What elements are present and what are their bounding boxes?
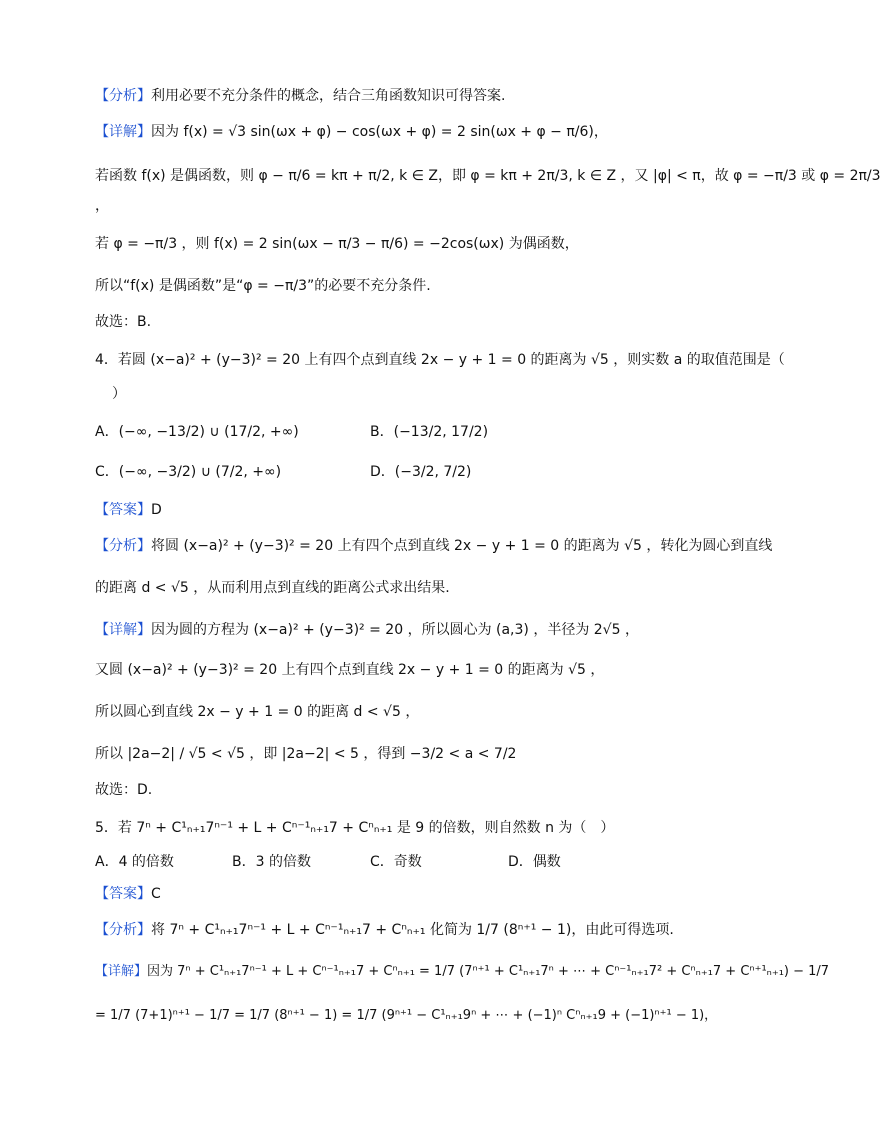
q4-detail-text-3: 所以圆心到直线 2x − y + 1 = 0 的距离 d < √5 ， [95,704,420,720]
q4-detail-line-1 [95,620,639,640]
q5-option-d-text: D．偶数 [508,854,561,870]
q4-detail-line-3 [95,702,419,722]
q5-analysis [95,920,674,940]
q5-answer [95,884,161,904]
q4-option-c-text: C．(−∞, −3/2) ∪ (7/2, +∞) [95,464,282,480]
q5-analysis-text: 将 7ⁿ + C¹ₙ₊₁7ⁿ⁻¹ + L + Cⁿ⁻¹ₙ₊₁7 + Cⁿₙ₊₁ 化简为 1/7 (8ⁿ⁺¹ − 1)，由此可得选项. [151,922,674,938]
q4-detail-line-4 [95,744,516,764]
q5-detail-line-2 [95,1006,717,1026]
q5-option-a-text: A．4 的倍数 [95,854,174,870]
q4-stem-text-1: 4．若圆 (x−a)² + (y−3)² = 20 上有四个点到直线 2x − y + 1 = 0 的距离为 √5 ，则实数 a 的取值范围是（ [95,352,785,368]
q4-option-a-text: A．(−∞, −13/2) ∪ (17/2, +∞) [95,424,299,440]
q3-conclusion [95,312,151,332]
q3-detail-text-2: 若函数 f(x) 是偶函数，则 φ − π/6 = kπ + π/2, k ∈ Z，即 φ = kπ + 2π/3, k ∈ Z ，又 |φ| < π，故 φ = −π/3 或 φ = 2π/3 [95,168,881,184]
q4-analysis-text-2: 的距离 d < √5 ，从而利用点到直线的距离公式求出结果. [95,580,450,596]
q4-option-d-text: D．(−3/2, 7/2) [370,464,472,480]
q3-detail-line-1 [95,122,608,142]
q4-option-c [95,462,281,482]
q4-stem-text-2: ） [112,386,126,402]
q4-option-b-text: B．(−13/2, 17/2) [370,424,489,440]
q5-answer-value: C [151,886,161,902]
q4-conclusion [95,780,152,800]
q5-stem-text: 5．若 7ⁿ + C¹ₙ₊₁7ⁿ⁻¹ + L + Cⁿ⁻¹ₙ₊₁7 + Cⁿₙ₊₁ 是 9 的倍数，则自然数 n 为（ ） [95,820,615,836]
q4-answer [95,500,162,520]
analysis-tag: 【分析】 [95,538,151,554]
q4-analysis-line-1 [95,536,772,556]
answer-tag: 【答案】 [95,886,151,902]
q5-detail-text-1: 因为 7ⁿ + C¹ₙ₊₁7ⁿ⁻¹ + L + Cⁿ⁻¹ₙ₊₁7 + Cⁿₙ₊₁ = 1/7 (7ⁿ⁺¹ + C¹ₙ₊₁7ⁿ + ⋯ + Cⁿ⁻¹ₙ₊₁7² + Cⁿₙ₊₁7 + Cⁿ⁺¹ₙ₊₁) − 1/7 [147,964,830,979]
q5-option-b-text: B．3 的倍数 [232,854,311,870]
q3-detail-line-3 [95,196,109,216]
q4-stem-line-1 [95,350,785,370]
q4-option-b [370,422,488,442]
answer-tag: 【答案】 [95,502,151,518]
q3-detail-line-2 [95,166,881,186]
q4-option-d [370,462,471,482]
q5-option-c-text: C．奇数 [370,854,422,870]
q5-option-c [370,852,422,872]
q5-stem [95,818,614,838]
q4-detail-text-2: 又圆 (x−a)² + (y−3)² = 20 上有四个点到直线 2x − y + 1 = 0 的距离为 √5 ， [95,662,605,678]
q3-detail-line-5 [95,276,431,296]
detail-tag: 【详解】 [95,964,148,979]
q5-option-b [232,852,311,872]
q3-detail-line-4 [95,234,579,254]
q4-stem-line-2 [112,384,126,404]
q5-detail-text-2: = 1/7 (7+1)ⁿ⁺¹ − 1/7 = 1/7 (8ⁿ⁺¹ − 1) = 1/7 (9ⁿ⁺¹ − C¹ₙ₊₁9ⁿ + ⋯ + (−1)ⁿ Cⁿₙ₊₁9 + (−1)ⁿ⁺¹ − 1)， [95,1008,718,1023]
q4-answer-value: D [151,502,162,518]
q3-detail-text-1: 因为 f(x) = √3 sin(ωx + φ) − cos(ωx + φ) = 2 sin(ωx + φ − π/6)， [151,124,608,140]
q4-detail-line-2 [95,660,604,680]
q3-analysis [95,86,505,106]
q3-detail-text-5: 所以“f(x) 是偶函数”是“φ = −π/3”的必要不充分条件. [95,278,431,294]
q3-analysis-text: 利用必要不充分条件的概念，结合三角函数知识可得答案. [151,88,506,104]
detail-tag: 【详解】 [95,622,151,638]
q5-option-d [508,852,561,872]
q4-analysis-text-1: 将圆 (x−a)² + (y−3)² = 20 上有四个点到直线 2x − y + 1 = 0 的距离为 √5 ，转化为圆心到直线 [151,538,773,554]
q3-detail-text-3: ， [95,198,109,214]
q4-option-a [95,422,299,442]
q5-detail-line-1 [95,962,829,982]
q4-analysis-line-2 [95,578,450,598]
q4-detail-text-1: 因为圆的方程为 (x−a)² + (y−3)² = 20 ，所以圆心为 (a,3) ，半径为 2√5 ， [151,622,639,638]
q4-detail-text-4: 所以 |2a−2| / √5 < √5 ，即 |2a−2| < 5 ，得到 −3/2 < a < 7/2 [95,746,517,762]
q4-conclusion-text: 故选：D. [95,782,153,798]
q3-conclusion-text: 故选：B. [95,314,152,330]
q3-detail-text-4: 若 φ = −π/3 ，则 f(x) = 2 sin(ωx − π/3 − π/6) = −2cos(ωx) 为偶函数， [95,236,579,252]
detail-tag: 【详解】 [95,124,151,140]
analysis-tag: 【分析】 [95,922,151,938]
q5-option-a [95,852,174,872]
analysis-tag: 【分析】 [95,88,151,104]
